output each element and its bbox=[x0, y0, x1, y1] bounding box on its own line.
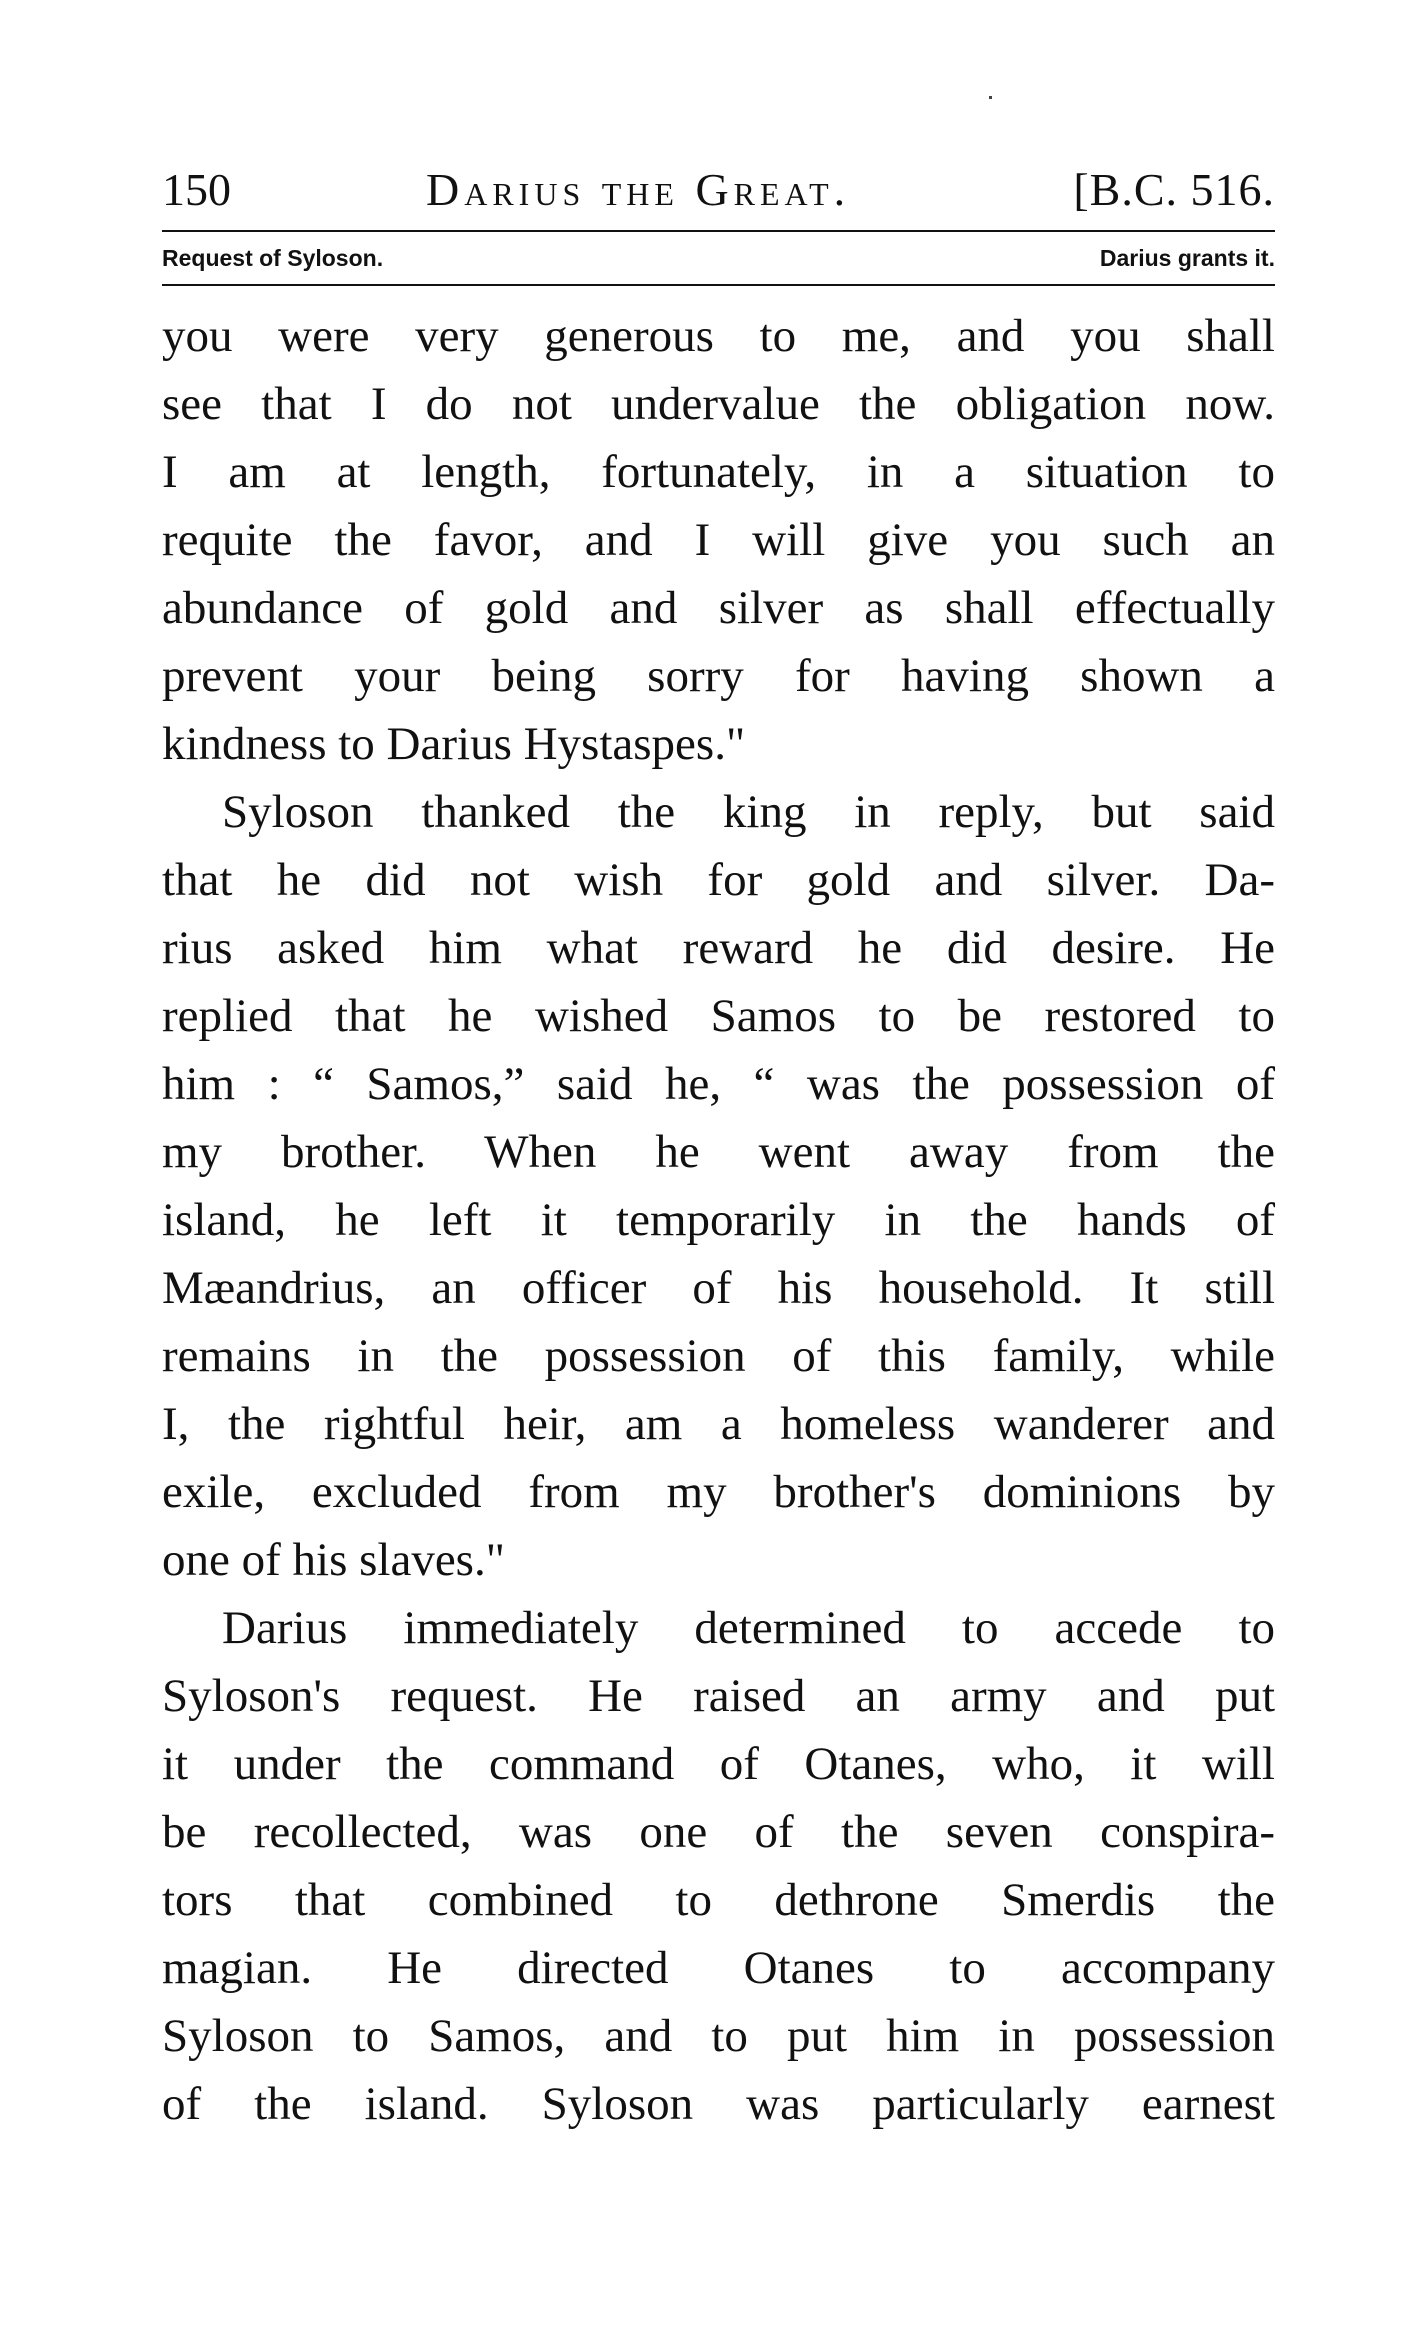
text-line: magian. He directed Otanes to accompany bbox=[162, 1942, 1275, 1994]
paragraph-3 bbox=[162, 1594, 1275, 2138]
text-line: replied that he wished Samos to be restored to bbox=[162, 990, 1275, 1042]
body-text bbox=[162, 302, 1275, 2138]
text-line: Syloson thanked the king in reply, but said bbox=[222, 786, 1275, 838]
text-line: abundance of gold and silver as shall effectually bbox=[162, 582, 1275, 634]
text-line: I am at length, fortunately, in a situation to bbox=[162, 446, 1275, 498]
text-line: requite the favor, and I will give you such an bbox=[162, 514, 1275, 566]
text-line: Syloson to Samos, and to put him in possession bbox=[162, 2010, 1275, 2062]
text-line: that he did not wish for gold and silver. Da- bbox=[162, 854, 1275, 906]
text-line: Syloson's request. He raised an army and put bbox=[162, 1670, 1275, 1722]
page-number: 150 bbox=[162, 164, 231, 215]
text-line: remains in the possession of this family, while bbox=[162, 1330, 1275, 1382]
text-line: prevent your being sorry for having shown a bbox=[162, 650, 1275, 702]
running-year: [B.C. 516. bbox=[1073, 164, 1275, 215]
text-line: kindness to Darius Hystaspes." bbox=[162, 718, 746, 770]
text-line: I, the rightful heir, am a homeless wanderer and bbox=[162, 1398, 1275, 1450]
text-line: it under the command of Otanes, who, it will bbox=[162, 1738, 1275, 1790]
text-line: island, he left it temporarily in the hands of bbox=[162, 1194, 1275, 1246]
paragraph-2 bbox=[162, 778, 1275, 1594]
sidenote-left: Request of Syloson. bbox=[162, 245, 384, 271]
stray-ink-mark bbox=[989, 96, 992, 99]
sidenote-right: Darius grants it. bbox=[1099, 245, 1275, 271]
text-line: see that I do not undervalue the obligation now. bbox=[162, 378, 1275, 430]
paragraph-1 bbox=[162, 302, 1275, 778]
running-title: Darius the Great. bbox=[426, 164, 851, 215]
text-line: rius asked him what reward he did desire. He bbox=[162, 922, 1275, 974]
text-line: Darius immediately determined to accede to bbox=[222, 1602, 1275, 1654]
text-line: exile, excluded from my brother's dominions by bbox=[162, 1466, 1275, 1518]
text-line: of the island. Syloson was particularly earnest bbox=[162, 2078, 1275, 2130]
text-line: one of his slaves." bbox=[162, 1534, 505, 1586]
text-line: tors that combined to dethrone Smerdis the bbox=[162, 1874, 1275, 1926]
header-rule-bottom bbox=[162, 284, 1275, 286]
text-line: Mæandrius, an officer of his household. It still bbox=[162, 1262, 1275, 1314]
running-head bbox=[162, 150, 1275, 230]
text-line: my brother. When he went away from the bbox=[162, 1126, 1275, 1178]
text-line: be recollected, was one of the seven conspira- bbox=[162, 1806, 1275, 1858]
book-page bbox=[162, 150, 1275, 2138]
sidenote-bar bbox=[162, 232, 1275, 284]
text-line: him : “ Samos,” said he, “ was the possession of bbox=[162, 1058, 1275, 1110]
text-line: you were very generous to me, and you shall bbox=[162, 310, 1275, 362]
